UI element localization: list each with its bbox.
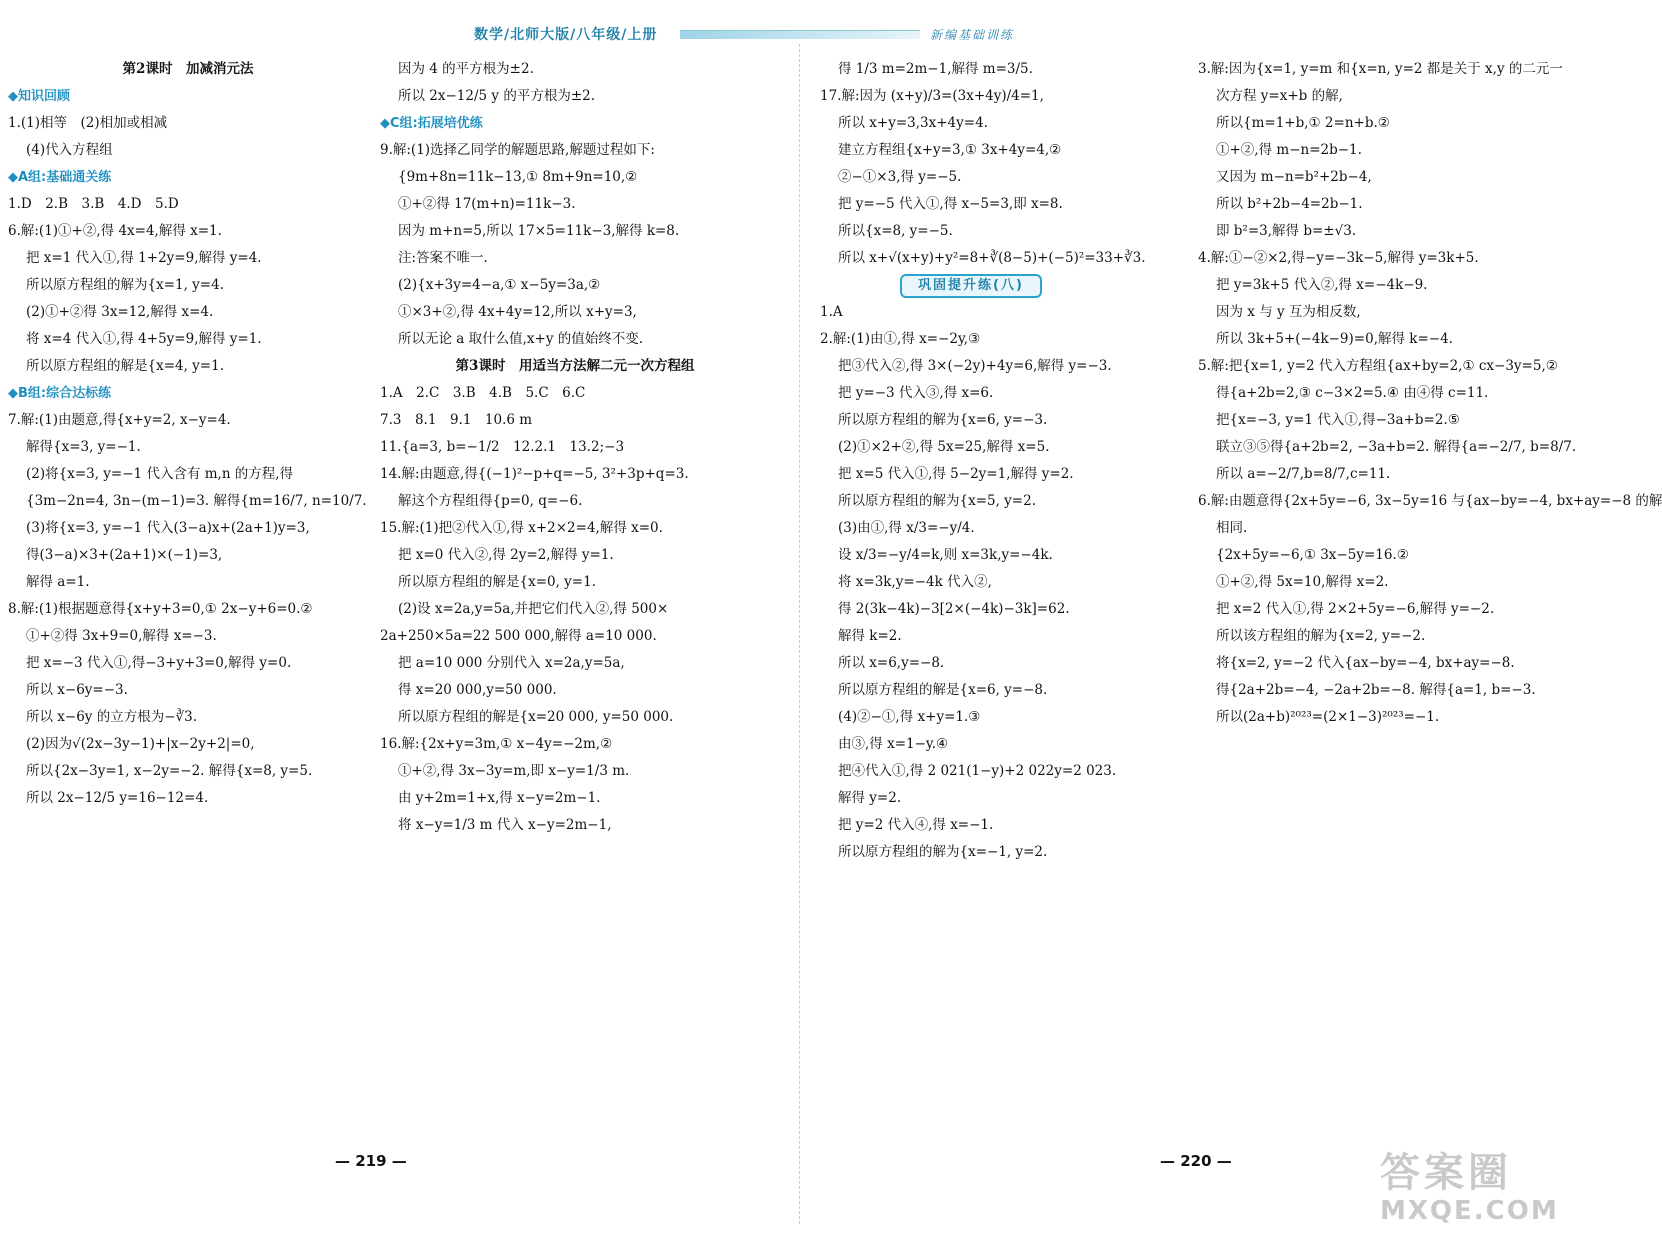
text-line: 把 y=−5 代入①,得 x−5=3,即 x=8. xyxy=(838,196,1063,212)
text-line: 所以无论 a 取什么值,x+y 的值始终不变. xyxy=(398,331,644,347)
text-line: (2)因为√(2x−3y−1)+|x−2y+2|=0, xyxy=(26,736,255,752)
text-line: 所以原方程组的解为{x=−1, y=2. xyxy=(838,844,1048,860)
text-line: 解这个方程组得{p=0, q=−6. xyxy=(398,493,583,509)
text-line: ②−①×3,得 y=−5. xyxy=(838,169,962,185)
text-line: 设 x/3=−y/4=k,则 x=3k,y=−4k. xyxy=(838,547,1053,563)
watermark xyxy=(1380,1150,1590,1236)
text-line: 所以原方程组的解是{x=0, y=1. xyxy=(398,574,597,590)
text-line: 得{a+2b=2,③ c−3×2=5.④ 由④得 c=11. xyxy=(1216,385,1489,401)
text-line: 将{x=2, y=−2 代入{ax−by=−4, bx+ay=−8. xyxy=(1216,655,1515,671)
watermark-url: MXQE.COM xyxy=(1380,1196,1559,1226)
text-line: 得 x=20 000,y=50 000. xyxy=(398,682,557,698)
text-line: 把 a=10 000 分别代入 x=2a,y=5a, xyxy=(398,655,625,671)
text-line: 所以 x+y=3,3x+4y=4. xyxy=(838,115,988,131)
text-line: ①+②,得 5x=10,解得 x=2. xyxy=(1216,574,1389,590)
text-line: 次方程 y=x+b 的解, xyxy=(1216,88,1343,104)
watermark-logo-text: 答案圈 xyxy=(1380,1150,1512,1196)
text-line: 所以该方程组的解为{x=2, y=−2. xyxy=(1216,628,1426,644)
text-line: 所以 x=6,y=−8. xyxy=(838,655,945,671)
text-line: 所以 x+√(x+y)+y²=8+∛(8−5)+(−5)²=33+∛3. xyxy=(838,250,1146,266)
text-line: 把 y=−3 代入③,得 x=6. xyxy=(838,385,994,401)
text-line: 所以 a=−2/7,b=8/7,c=11. xyxy=(1216,466,1391,482)
text-line: 所以{m=1+b,① 2=n+b.② xyxy=(1216,115,1390,131)
text-line: 把 y=3k+5 代入②,得 x=−4k−9. xyxy=(1216,277,1428,293)
text-line: 得(3−a)×3+(2a+1)×(−1)=3, xyxy=(26,547,223,563)
column-3 xyxy=(820,56,1180,866)
text-line: 3.解:因为{x=1, y=m 和{x=n, y=2 都是关于 x,y 的二元一 xyxy=(1198,61,1563,77)
text-line: 7.解:(1)由题意,得{x+y=2, x−y=4. xyxy=(8,412,231,428)
text-line: ①+②,得 m−n=2b−1. xyxy=(1216,142,1362,158)
text-line: 所以原方程组的解为{x=1, y=4. xyxy=(26,277,225,293)
text-line: 解得 k=2. xyxy=(838,628,902,644)
section-heading: ◆A组:基础通关练 xyxy=(8,170,112,185)
text-line: 得 1/3 m=2m−1,解得 m=3/5. xyxy=(838,61,1033,77)
text-line: (4)②−①,得 x+y=1.③ xyxy=(838,709,981,725)
text-line: 所以原方程组的解是{x=6, y=−8. xyxy=(838,682,1048,698)
text-line: 把 x=0 代入②,得 2y=2,解得 y=1. xyxy=(398,547,614,563)
text-line: 相同. xyxy=(1216,520,1248,536)
text-line: 所以原方程组的解是{x=4, y=1. xyxy=(26,358,225,374)
text-line: 14.解:由题意,得{(−1)²−p+q=−5, 3²+3p+q=3. xyxy=(380,466,689,482)
text-line: 所以{2x−3y=1, x−2y=−2. 解得{x=8, y=5. xyxy=(26,763,313,779)
text-line: 联立③⑤得{a+2b=2, −3a+b=2. 解得{a=−2/7, b=8/7. xyxy=(1216,439,1577,455)
text-line: (2)将{x=3, y=−1 代入含有 m,n 的方程,得 xyxy=(26,466,294,482)
text-line: 17.解:因为 (x+y)/3=(3x+4y)/4=1, xyxy=(820,88,1044,104)
text-line: 把{x=−3, y=1 代入①,得−3a+b=2.⑤ xyxy=(1216,412,1460,428)
text-line: 8.解:(1)根据题意得{x+y+3=0,① 2x−y+6=0.② xyxy=(8,601,313,617)
text-line: 即 b²=3,解得 b=±√3. xyxy=(1216,223,1357,239)
text-line: 因为 x 与 y 互为相反数, xyxy=(1216,304,1361,320)
text-line: 注:答案不唯一. xyxy=(398,250,488,266)
column-2 xyxy=(380,56,770,839)
text-line: 4.解:①−②×2,得−y=−3k−5,解得 y=3k+5. xyxy=(1198,250,1479,266)
text-line: 9.解:(1)选择乙同学的解题思路,解题过程如下: xyxy=(380,142,655,158)
text-line: 将 x=3k,y=−4k 代入②, xyxy=(838,574,992,590)
text-line: 1.A xyxy=(820,304,843,320)
header-title: 数学/北师大版/八年级/上册 xyxy=(474,27,658,43)
page-header xyxy=(0,0,1600,44)
section-heading: ◆B组:综合达标练 xyxy=(8,386,112,401)
text-line: 把 x=2 代入①,得 2×2+5y=−6,解得 y=−2. xyxy=(1216,601,1495,617)
page-divider xyxy=(799,44,800,1224)
text-line: (2)①×2+②,得 5x=25,解得 x=5. xyxy=(838,439,1050,455)
text-line: 1.(1)相等 (2)相加或相减 xyxy=(8,115,168,131)
text-line: 所以 2x−12/5 y=16−12=4. xyxy=(26,790,209,806)
review-banner-label: 巩固提升练(八) xyxy=(900,274,1042,298)
text-line: 16.解:{2x+y=3m,① x−4y=−2m,② xyxy=(380,736,613,752)
text-line: 2.解:(1)由①,得 x=−2y,③ xyxy=(820,331,981,347)
text-line: 1.A 2.C 3.B 4.B 5.C 6.C xyxy=(380,385,586,401)
text-line: 把 y=2 代入④,得 x=−1. xyxy=(838,817,994,833)
text-line: 6.解:(1)①+②,得 4x=4,解得 x=1. xyxy=(8,223,222,239)
page-number-left: — 219 — xyxy=(335,1152,407,1170)
text-line: (2)设 x=2a,y=5a,并把它们代入②,得 500× xyxy=(398,601,669,617)
text-line: 得 2(3k−4k)−3[2×(−4k)−3k]=62. xyxy=(838,601,1070,617)
text-line: (2)①+②得 3x=12,解得 x=4. xyxy=(26,304,214,320)
text-line: 所以 3k+5+(−4k−9)=0,解得 k=−4. xyxy=(1216,331,1453,347)
text-line: 又因为 m−n=b²+2b−4, xyxy=(1216,169,1372,185)
header-decoration-bar xyxy=(680,30,920,39)
section-heading: ◆知识回顾 xyxy=(8,89,70,104)
text-line: 因为 4 的平方根为±2. xyxy=(398,61,534,77)
text-line: (4)代入方程组 xyxy=(26,142,113,158)
review-banner xyxy=(820,272,1180,299)
text-line: 把③代入②,得 3×(−2y)+4y=6,解得 y=−3. xyxy=(838,358,1112,374)
text-line: 所以 x−6y=−3. xyxy=(26,682,128,698)
text-line: 7.3 8.1 9.1 10.6 m xyxy=(380,412,533,428)
text-line: {9m+8n=11k−13,① 8m+9n=10,② xyxy=(398,169,638,185)
text-line: 2a+250×5a=22 500 000,解得 a=10 000. xyxy=(380,628,657,644)
text-line: (3)由①,得 x/3=−y/4. xyxy=(838,520,975,536)
text-line: 由③,得 x=1−y.④ xyxy=(838,736,949,752)
page-number-right: — 220 — xyxy=(1160,1152,1232,1170)
text-line: 把④代入①,得 2 021(1−y)+2 022y=2 023. xyxy=(838,763,1117,779)
text-line: 将 x−y=1/3 m 代入 x−y=2m−1, xyxy=(398,817,612,833)
text-line: 所以 2x−12/5 y 的平方根为±2. xyxy=(398,88,596,104)
text-line: 因为 m+n=5,所以 17×5=11k−3,解得 k=8. xyxy=(398,223,680,239)
text-line: ①+②,得 3x−3y=m,即 x−y=1/3 m. xyxy=(398,763,630,779)
text-line: 所以{x=8, y=−5. xyxy=(838,223,953,239)
section-heading: ◆C组:拓展培优练 xyxy=(380,116,483,131)
text-line: 所以 x−6y 的立方根为−∛3. xyxy=(26,709,198,725)
text-line: (3)将{x=3, y=−1 代入(3−a)x+(2a+1)y=3, xyxy=(26,520,310,536)
header-brand: 新编基础训练 xyxy=(930,28,1015,42)
text-line: 所以原方程组的解为{x=5, y=2. xyxy=(838,493,1037,509)
text-line: {2x+5y=−6,① 3x−5y=16.② xyxy=(1216,547,1409,563)
lesson-title: 第3课时 用适当方法解二元一次方程组 xyxy=(455,358,695,374)
text-line: 所以(2a+b)²⁰²³=(2×1−3)²⁰²³=−1. xyxy=(1216,709,1440,725)
column-4 xyxy=(1198,56,1662,731)
text-line: {3m−2n=4, 3n−(m−1)=3. 解得{m=16/7, n=10/7. xyxy=(26,493,367,509)
text-line: 所以原方程组的解为{x=6, y=−3. xyxy=(838,412,1048,428)
text-line: ①+②得 3x+9=0,解得 x=−3. xyxy=(26,628,217,644)
lesson-title: 第2课时 加减消元法 xyxy=(122,61,254,77)
text-line: 把 x=5 代入①,得 5−2y=1,解得 y=2. xyxy=(838,466,1074,482)
text-line: 将 x=4 代入①,得 4+5y=9,解得 y=1. xyxy=(26,331,262,347)
text-line: 5.解:把{x=1, y=2 代入方程组{ax+by=2,① cx−3y=5,② xyxy=(1198,358,1558,374)
text-line: 解得 y=2. xyxy=(838,790,902,806)
text-line: ①+②得 17(m+n)=11k−3. xyxy=(398,196,576,212)
text-line: 由 y+2m=1+x,得 x−y=2m−1. xyxy=(398,790,601,806)
text-line: 解得{x=3, y=−1. xyxy=(26,439,141,455)
text-line: (2){x+3y=4−a,① x−5y=3a,② xyxy=(398,277,601,293)
text-line: ①×3+②,得 4x+4y=12,所以 x+y=3, xyxy=(398,304,637,320)
text-line: 所以原方程组的解是{x=20 000, y=50 000. xyxy=(398,709,674,725)
text-line: 1.D 2.B 3.B 4.D 5.D xyxy=(8,196,179,212)
text-line: 得{2a+2b=−4, −2a+2b=−8. 解得{a=1, b=−3. xyxy=(1216,682,1536,698)
text-line: 6.解:由题意得{2x+5y=−6, 3x−5y=16 与{ax−by=−4, bx+ay=−8 的解 xyxy=(1198,493,1662,509)
text-line: 11.{a=3, b=−1/2 12.2.1 13.2;−3 xyxy=(380,439,625,455)
text-line: 15.解:(1)把②代入①,得 x+2×2=4,解得 x=0. xyxy=(380,520,663,536)
column-1 xyxy=(8,56,368,812)
text-line: 把 x=1 代入①,得 1+2y=9,解得 y=4. xyxy=(26,250,262,266)
text-line: 把 x=−3 代入①,得−3+y+3=0,解得 y=0. xyxy=(26,655,292,671)
text-line: 解得 a=1. xyxy=(26,574,90,590)
text-line: 所以 b²+2b−4=2b−1. xyxy=(1216,196,1363,212)
text-line: 建立方程组{x+y=3,① 3x+4y=4,② xyxy=(838,142,1062,158)
